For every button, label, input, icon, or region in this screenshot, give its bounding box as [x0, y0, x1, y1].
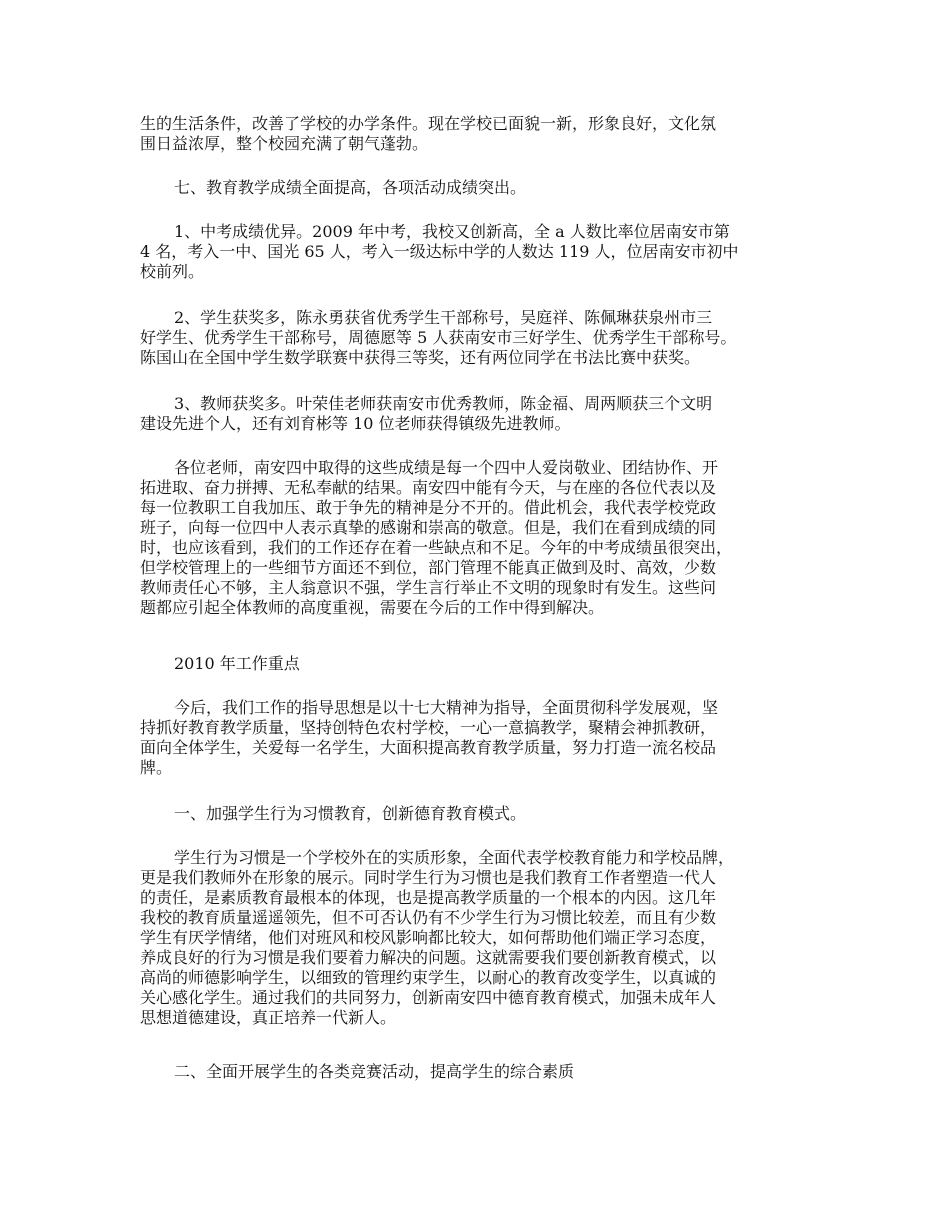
text-line: 但学校管理上的一些细节方面还不到位，部门管理不能真正做到及时、高效，少数	[140, 558, 717, 577]
text-line: 4 名，考入一中、国光 65 人，考入一级达标中学的人数达 119 人，位居南安市初中	[140, 242, 739, 261]
text-line: 教师责任心不够，主人翁意识不强，学生言行举止不文明的现象时有发生。这些问	[140, 578, 717, 597]
text-line: 各位老师，南安四中取得的这些成绩是每一个四中人爱岗敬业、团结协作、开	[174, 458, 719, 477]
text-line: 学生有厌学情绪，他们对班风和校风影响都比较大，如何帮助他们端正学习态度，	[140, 928, 717, 947]
paragraph-achievements-summary	[140, 458, 820, 618]
text-line: 拓进取、奋力拼搏、无私奉献的结果。南安四中能有今天，与在座的各位代表以及	[140, 478, 717, 497]
text-line: 更是我们教师外在形象的展示。同时学生行为习惯也是我们教育工作者塑造一代人	[140, 868, 717, 887]
text-line: 面向全体学生，关爱每一名学生，大面积提高教育教学质量，努力打造一流名校品	[140, 738, 717, 757]
text-line: 学生行为习惯是一个学校外在的实质形象，全面代表学校教育能力和学校品牌，	[174, 848, 735, 867]
text-line: 思想道德建设，真正培养一代新人。	[140, 1008, 397, 1027]
text-line: 二、全面开展学生的各类竞赛活动，提高学生的综合素质	[174, 1062, 575, 1081]
section-heading-2010-focus	[140, 654, 820, 674]
text-line: 七、教育教学成绩全面提高，各项活动成绩突出。	[174, 178, 527, 197]
paragraph-teacher-awards	[140, 394, 820, 434]
text-line: 我校的教育质量遥遥领先，但不可否认仍有不少学生行为习惯比较差，而且有少数	[140, 908, 717, 927]
section-heading-one	[140, 804, 820, 824]
paragraph-behavior-habits	[140, 848, 820, 1028]
text-line: 关心感化学生。通过我们的共同努力，创新南安四中德育教育模式，加强未成年人	[140, 988, 717, 1007]
section-heading-seven	[140, 178, 820, 198]
paragraph-student-awards	[140, 308, 820, 368]
text-line: 牌。	[140, 758, 173, 777]
text-line: 3、教师获奖多。叶荣佳老师获南安市优秀教师，陈金福、周两顺获三个文明	[174, 394, 713, 413]
text-line: 校前列。	[140, 262, 205, 281]
text-line: 2、学生获奖多，陈永勇获省优秀学生干部称号，吴庭祥、陈佩琳获泉州市三	[174, 308, 713, 327]
text-line: 好学生、优秀学生干部称号，周德愿等 5 人获南安市三好学生、优秀学生干部称号。	[140, 328, 737, 347]
text-line: 生的生活条件，改善了学校的办学条件。现在学校已面貌一新，形象良好，文化氛	[140, 114, 717, 133]
text-line: 养成良好的行为习惯是我们要着力解决的问题。这就需要我们要创新教育模式，以	[140, 948, 717, 967]
paragraph-guiding-ideology	[140, 698, 820, 778]
text-line: 高尚的师德影响学生，以细致的管理约束学生，以耐心的教育改变学生，以真诚的	[140, 968, 717, 987]
text-line: 今后，我们工作的指导思想是以十七大精神为指导，全面贯彻科学发展观，坚	[174, 698, 719, 717]
text-line: 建设先进个人，还有刘育彬等 10 位老师获得镇级先进教师。	[140, 414, 571, 433]
text-line: 班子，向每一位四中人表示真挚的感谢和崇高的敬意。但是，我们在看到成绩的同	[140, 518, 717, 537]
paragraph-exam-results	[140, 222, 820, 282]
text-line: 每一位教职工自我加压、敢于争先的精神是分不开的。借此机会，我代表学校党政	[140, 498, 717, 517]
text-line: 一、加强学生行为习惯教育，创新德育教育模式。	[174, 804, 527, 823]
text-line: 题都应引起全体教师的高度重视，需要在今后的工作中得到解决。	[140, 598, 605, 617]
text-line: 2010 年工作重点	[174, 654, 300, 673]
text-line: 持抓好教育教学质量，坚持创特色农村学校，一心一意搞教学，聚精会神抓教研，	[140, 718, 717, 737]
text-line: 1、中考成绩优异。2009 年中考，我校又创新高，全 a 人数比率位居南安市第	[174, 222, 730, 241]
text-line: 时，也应该看到，我们的工作还存在着一些缺点和不足。今年的中考成绩虽很突出，	[140, 538, 733, 557]
text-line: 的责任，是素质教育最根本的体现，也是提高教学质量的一个根本的内因。这几年	[140, 888, 717, 907]
text-line: 围日益浓厚，整个校园充满了朝气蓬勃。	[140, 134, 429, 153]
text-line: 陈国山在全国中学生数学联赛中获得三等奖，还有两位同学在书法比赛中获奖。	[140, 348, 701, 367]
paragraph-living-conditions	[140, 114, 820, 154]
section-heading-two	[140, 1062, 820, 1082]
